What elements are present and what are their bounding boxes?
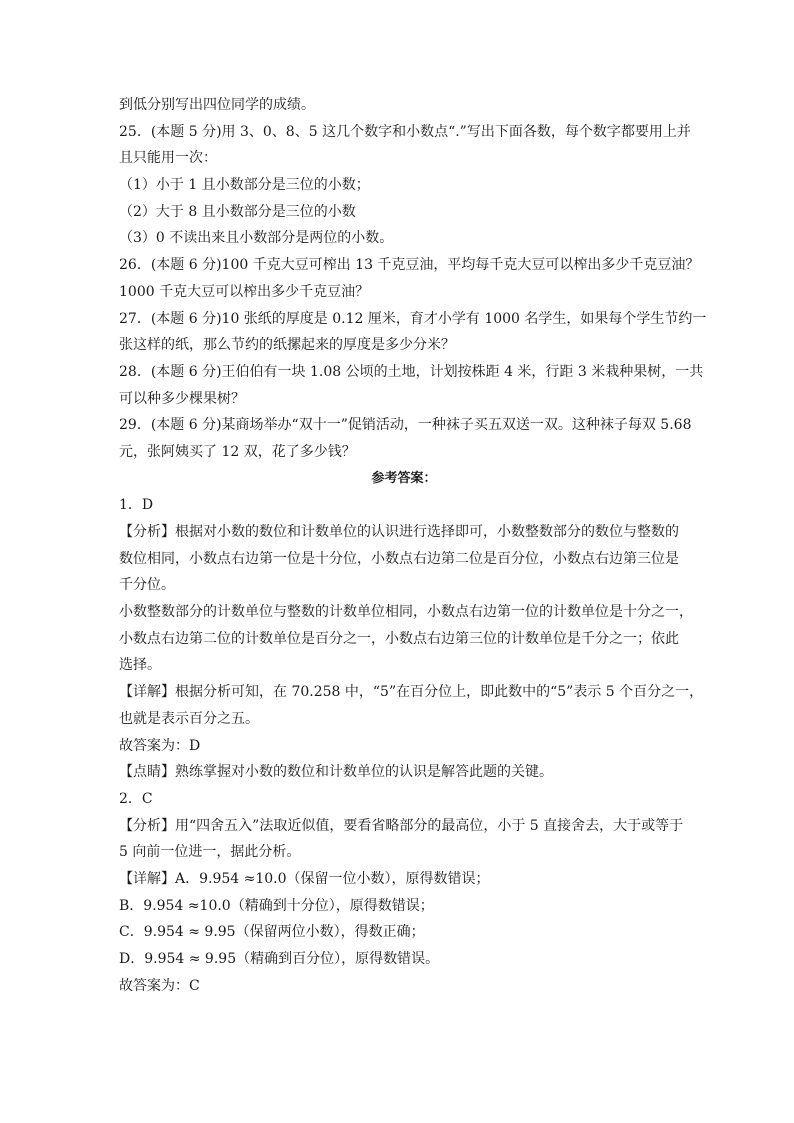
- question-28-line: 28．(本题 6 分)王伯伯有一块 1.08 公顷的土地，计划按株距 4 米，行距 3 米栽种果树，一共: [119, 363, 704, 380]
- text-line: 元，张阿姨买了 12 双，花了多少钱？: [119, 443, 356, 460]
- option-d-line: D．9.954 ≈ 9.95（精确到百分位），原得数错误。: [119, 951, 440, 967]
- question-27-line: 27．(本题 6 分)10 张纸的厚度是 0.12 厘米，育才小学有 1000 名学生，如果每个学生节约一: [119, 310, 707, 327]
- analysis-line: 【分析】根据对小数的数位和计数单位的认识进行选择即可，小数整数部分的数位与整数的: [119, 524, 679, 540]
- text-line: 千分位。: [119, 577, 175, 594]
- option-b-line: B．9.954 ≈10.0（精确到十分位），原得数错误；: [119, 897, 434, 914]
- sub-question-1: （1）小于 1 且小数部分是三位的小数；: [119, 177, 370, 194]
- text-line: 张这样的纸，那么节约的纸摞起来的厚度是多少分米？: [119, 337, 455, 354]
- text-line: 数位相同，小数点右边第一位是十分位，小数点右边第二位是百分位，小数点右边第三位是: [119, 550, 679, 567]
- sub-question-2: （2）大于 8 且小数部分是三位的小数: [119, 203, 356, 220]
- comment-line: 【点睛】熟练掌握对小数的数位和计数单位的认识是解答此题的关键。: [119, 764, 553, 781]
- question-29-line: 29．(本题 6 分)某商场举办“双十一”促销活动，一种袜子买五双送一双。这种袜子每双 5.68: [119, 417, 692, 434]
- question-26-line: 26．(本题 6 分)100 千克大豆可榨出 13 千克豆油，平均每千克大豆可以榨出多少千克豆油？: [119, 257, 700, 274]
- detail-line: 【详解】A．9.954 ≈10.0（保留一位小数），原得数错误；: [119, 870, 490, 887]
- text-line: 也就是表示百分之五。: [119, 710, 259, 727]
- text-line: 可以种多少棵果树？: [119, 390, 245, 407]
- question-25-line: 25．(本题 5 分)用 3、0、8、5 这几个数字和小数点“.”写出下面各数，每个数字都要用上并: [119, 123, 691, 140]
- text-line: 小数整数部分的计数单位与整数的计数单位相同，小数点右边第一位的计数单位是十分之一，: [119, 604, 693, 621]
- text-line: 选择。: [119, 657, 161, 674]
- text-line: 到低分别写出四位同学的成绩。: [119, 97, 315, 113]
- answer-1: 1．D: [119, 497, 154, 514]
- sub-question-3: （3）0 不读出来且小数部分是两位的小数。: [119, 230, 394, 247]
- text-line: 且只能用一次：: [119, 150, 217, 167]
- text-line: 小数点右边第二位的计数单位是百分之一，小数点右边第三位的计数单位是千分之一；依此: [119, 630, 679, 647]
- analysis-line: 【分析】用“四舍五入”法取近似值，要看省略部分的最高位，小于 5 直接舍去，大于或等于: [119, 817, 684, 834]
- answer-2: 2．C: [119, 790, 153, 807]
- answers-heading: 参考答案：: [371, 470, 437, 486]
- answer-line: 故答案为：C: [119, 977, 200, 994]
- text-line: 1000 千克大豆可以榨出多少千克豆油？: [119, 283, 370, 300]
- text-line: 5 向前一位进一，据此分析。: [119, 844, 301, 861]
- detail-line: 【详解】根据分析可知，在 70.258 中，“5”在百分位上，即此数中的“5”表示 5 个百分之一，: [119, 684, 704, 701]
- option-c-line: C．9.954 ≈ 9.95（保留两位小数），得数正确；: [119, 924, 425, 941]
- document-page: [119, 92, 707, 999]
- answer-line: 故答案为：D: [119, 737, 201, 754]
